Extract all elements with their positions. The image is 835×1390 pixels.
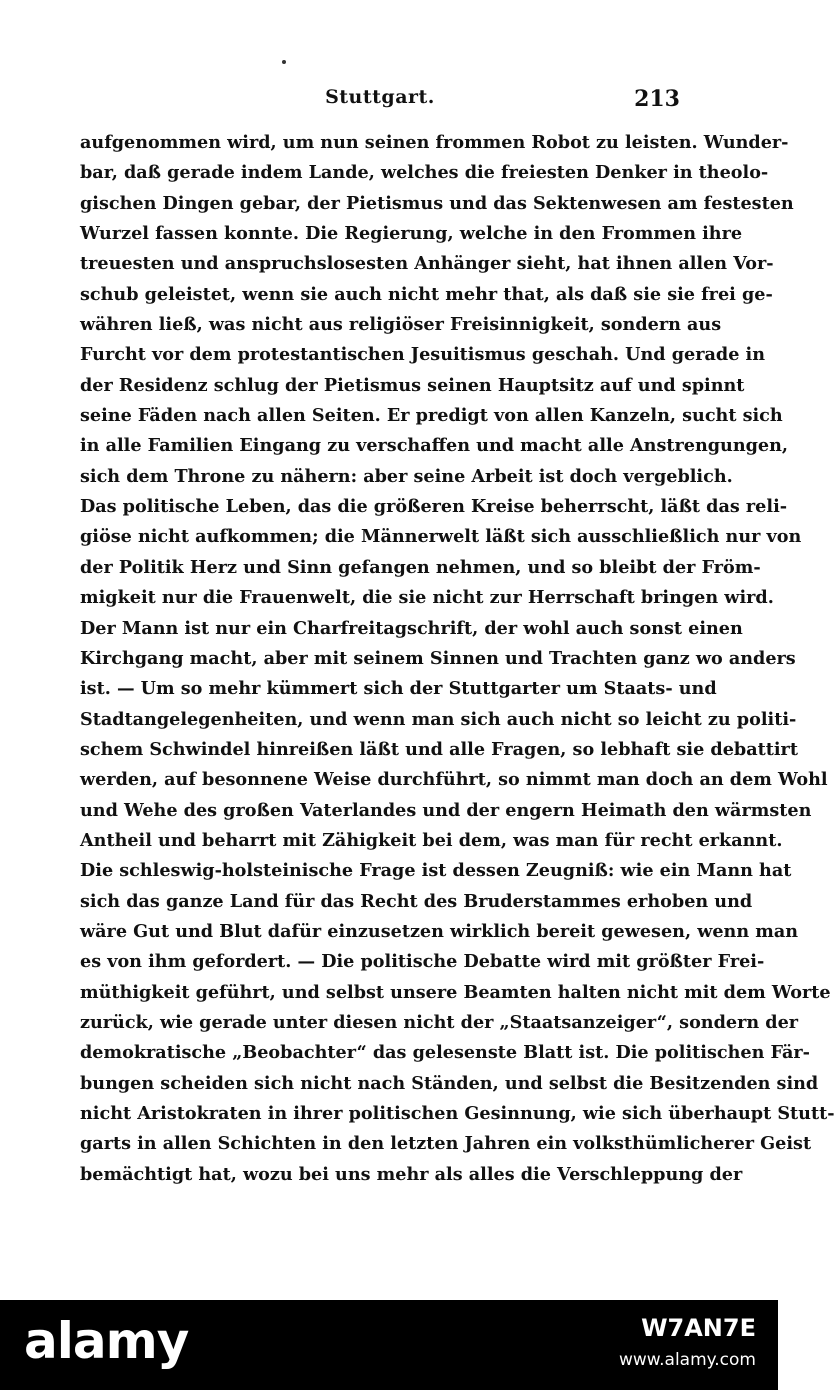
- text-line: migkeit nur die Frauenwelt, die sie nicht zur Herrschaft bringen wird.: [80, 587, 774, 609]
- text-line: garts in allen Schichten in den letzten Jahren ein volksthümlicherer Geist: [80, 1133, 812, 1155]
- text-line: Wurzel fassen konnte. Die Regierung, welche in den Frommen ihre: [80, 223, 743, 245]
- text-line: der Residenz schlug der Pietismus seinen Hauptsitz auf und spinnt: [80, 374, 745, 396]
- text-line: nicht Aristokraten in ihrer politischen Gesinnung, wie sich überhaupt Stutt-: [80, 1103, 835, 1124]
- page-number: 213: [634, 86, 680, 112]
- text-line: müthigkeit geführt, und selbst unsere Beamten halten nicht mit dem Worte: [80, 981, 831, 1003]
- text-line: werden, auf besonnene Weise durchführt, so nimmt man doch an dem Wohl: [80, 769, 828, 791]
- image-id: W7AN7E: [641, 1314, 756, 1342]
- text-line: Das politische Leben, das die größeren Kreise beherrscht, läßt das reli-: [80, 496, 788, 518]
- text-line: schub geleistet, wenn sie auch nicht mehr that, als daß sie sie frei ge-: [80, 283, 773, 305]
- text-line: Stadtangelegenheiten, und wenn man sich auch nicht so leicht zu politi-: [80, 708, 797, 730]
- text-line: demokratische „Beobachter“ das gelesenste Blatt ist. Die politischen Fär-: [80, 1042, 810, 1064]
- text-line: seine Fäden nach allen Seiten. Er predigt von allen Kanzeln, sucht sich: [80, 405, 783, 427]
- text-line: es von ihm gefordert. — Die politische Debatte wird mit größter Frei-: [80, 951, 765, 973]
- text-line: sich das ganze Land für das Recht des Bruderstammes erhoben und: [80, 890, 753, 912]
- text-line: sich dem Throne zu nähern: aber seine Arbeit ist doch vergeblich.: [80, 465, 733, 487]
- text-line: zurück, wie gerade unter diesen nicht der „Staatsanzeiger“, sondern der: [80, 1011, 799, 1033]
- text-line: Kirchgang macht, aber mit seinem Sinnen und Trachten ganz wo anders: [80, 647, 796, 669]
- text-line: bar, daß gerade indem Lande, welches die freiesten Denker in theolo-: [80, 162, 769, 184]
- text-line: währen ließ, was nicht aus religiöser Freisinnigkeit, sondern aus: [80, 314, 722, 336]
- text-line: Furcht vor dem protestantischen Jesuitismus geschah. Und gerade in: [80, 344, 765, 366]
- text-line: bungen scheiden sich nicht nach Ständen, und selbst die Besitzenden sind: [80, 1072, 819, 1094]
- site-url: www.alamy.com: [618, 1350, 756, 1370]
- text-line: Antheil und beharrt mit Zähigkeit bei dem, was man für recht erkannt.: [80, 829, 783, 851]
- text-line: treuesten und anspruchslosesten Anhänger sieht, hat ihnen allen Vor-: [80, 253, 774, 275]
- text-line: ist. — Um so mehr kümmert sich der Stuttgarter um Staats- und: [80, 678, 717, 700]
- body-text: [80, 128, 835, 1190]
- text-line: Der Mann ist nur ein Charfreitagschrift, der wohl auch sonst einen: [80, 617, 743, 639]
- text-line: aufgenommen wird, um nun seinen frommen Robot zu leisten. Wunder-: [80, 132, 789, 153]
- text-line: und Wehe des großen Vaterlandes und der engern Heimath den wärmsten: [80, 799, 812, 821]
- text-line: gischen Dingen gebar, der Pietismus und das Sektenwesen am festesten: [80, 192, 794, 214]
- text-line: bemächtigt hat, wozu bei uns mehr als alles die Verschleppung der: [80, 1163, 743, 1185]
- text-line: Die schleswig-holsteinische Frage ist dessen Zeugniß: wie ein Mann hat: [80, 860, 792, 882]
- running-title: Stuttgart.: [325, 86, 435, 108]
- text-line: in alle Familien Eingang zu verschaffen und macht alle Anstrengungen,: [80, 435, 789, 457]
- text-line: giöse nicht aufkommen; die Männerwelt läßt sich ausschließlich nur von: [80, 526, 802, 548]
- speck-mark: [282, 60, 286, 64]
- page-header: [80, 86, 680, 116]
- text-line: der Politik Herz und Sinn gefangen nehmen, und so bleibt der Fröm-: [80, 556, 761, 578]
- text-line: wäre Gut und Blut dafür einzusetzen wirklich bereit gewesen, wenn man: [80, 920, 799, 942]
- text-line: schem Schwindel hinreißen läßt und alle Fragen, so lebhaft sie debattirt: [80, 738, 798, 760]
- brand-logo: alamy: [24, 1312, 189, 1370]
- watermark-bar: [0, 1300, 778, 1390]
